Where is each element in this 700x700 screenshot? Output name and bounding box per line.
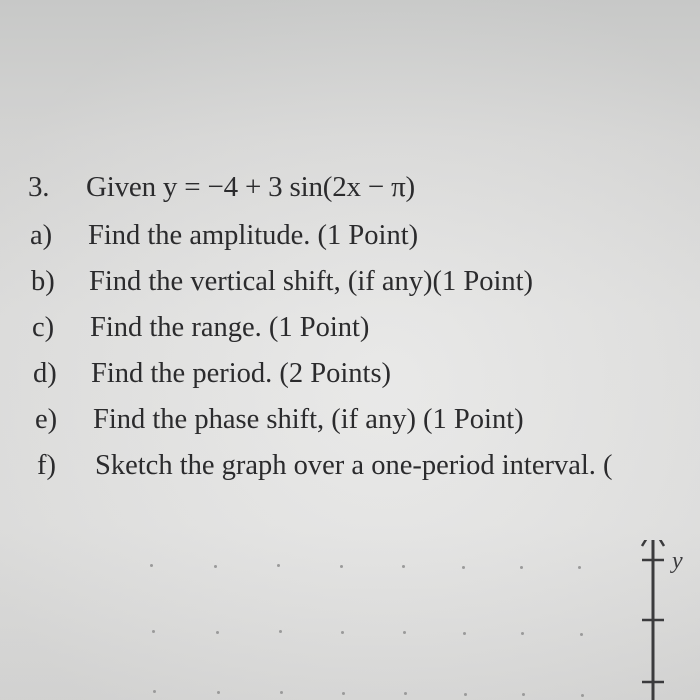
question-given-equation: Given y = −4 + 3 sin(2x − π) bbox=[86, 171, 415, 203]
question-header bbox=[28, 170, 415, 204]
part-label: b) bbox=[31, 266, 55, 297]
part-text: Sketch the graph over a one-period interval. ( bbox=[95, 450, 613, 481]
question-part-d bbox=[33, 357, 391, 391]
part-text: Find the amplitude. (1 Point) bbox=[88, 220, 419, 251]
question-part-b bbox=[31, 265, 533, 299]
part-label: e) bbox=[35, 404, 58, 435]
question-part-a bbox=[30, 219, 418, 253]
part-label: f) bbox=[37, 450, 56, 481]
part-text: Find the phase shift, (if any) (1 Point) bbox=[93, 404, 524, 435]
y-axis-label: y bbox=[672, 548, 683, 574]
question-part-e bbox=[35, 403, 524, 437]
part-label: d) bbox=[33, 358, 57, 389]
part-label: c) bbox=[32, 312, 55, 343]
question-part-f bbox=[37, 449, 613, 483]
y-axis bbox=[620, 540, 700, 700]
part-text: Find the period. (2 Points) bbox=[91, 358, 392, 389]
question-number: 3. bbox=[28, 171, 50, 203]
question-part-c bbox=[32, 311, 369, 345]
part-text: Find the vertical shift, (if any)(1 Point) bbox=[89, 266, 534, 297]
part-label: a) bbox=[30, 220, 53, 251]
part-text: Find the range. (1 Point) bbox=[90, 312, 370, 343]
